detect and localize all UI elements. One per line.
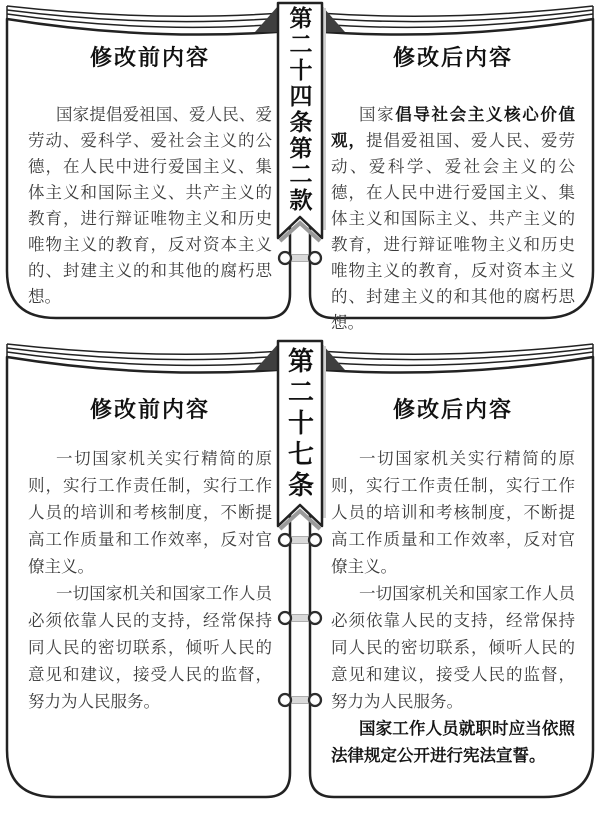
text-segment: 国家提倡爱祖国、爱人民、爱劳动、爱科学、爱社会主义的公德，在人民中进行爱国主义、集体主义和国际主义、共产主义的教育，进行辩证唯物主义和历史唯物主义的教育，反对资本主义的、封建主义的和其他的腐朽思想。 [28,106,272,306]
amended-text-segment: 倡导社会主义核心价值观， [331,106,576,150]
text-segment: 提倡爱祖国、爱人民、爱劳动、爱科学、爱社会主义的公德，在人民中进行爱国主义、集体主义和国际主义、共产主义的教育，进行辩证唯物主义和历史唯物主义的教育，反对资本主义的、封建主义的和其他的腐朽思想。 [331,132,575,332]
text-segment: 国家 [359,106,396,124]
page-header-after: 修改后内容 [392,397,513,422]
page-after-amendment-24 [310,19,593,332]
paragraph [28,102,272,310]
text-segment: 一切国家机关实行精简的原则，实行工作责任制，实行工作人员的培训和考核制度，不断提高工作质量和工作效率，反对官僚主义。 [28,450,272,576]
book-article-24 [0,0,600,335]
text-segment: 一切国家机关实行精简的原则，实行工作责任制，实行工作人员的培训和考核制度，不断提高工作质量和工作效率，反对官僚主义。 [331,450,575,576]
page-body-before [28,446,272,716]
article-number-label: 第二十四条第二款 [286,6,313,214]
page-header-before: 修改前内容 [89,397,210,422]
page-before-amendment-27 [7,357,290,795]
page-after-amendment-27 [310,357,593,795]
paragraph [28,446,272,581]
page-header-after: 修改后内容 [392,45,513,70]
paragraph [331,446,575,581]
text-segment: 一切国家机关和国家工作人员必须依靠人民的支持，经常保持同人民的密切联系，倾听人民的意见和建议，接受人民的监督，努力为人民服务。 [331,585,575,711]
paragraph [331,716,575,770]
page-before-amendment-24 [7,19,290,316]
book-article-27 [0,335,600,813]
page-body-after [331,102,575,336]
text-segment: 一切国家机关和国家工作人员必须依靠人民的支持，经常保持同人民的密切联系，倾听人民的意见和建议，接受人民的监督，努力为人民服务。 [28,585,272,711]
page-body-before [28,102,272,310]
paragraph [331,102,575,336]
page-body-after [331,446,575,770]
paragraph [28,581,272,716]
amended-text-segment: 国家工作人员就职时应当依照法律规定公开进行宪法宣誓。 [331,720,575,765]
paragraph [331,581,575,716]
page-header-before: 修改前内容 [89,45,210,70]
article-number-label: 第二十七条 [284,346,315,502]
